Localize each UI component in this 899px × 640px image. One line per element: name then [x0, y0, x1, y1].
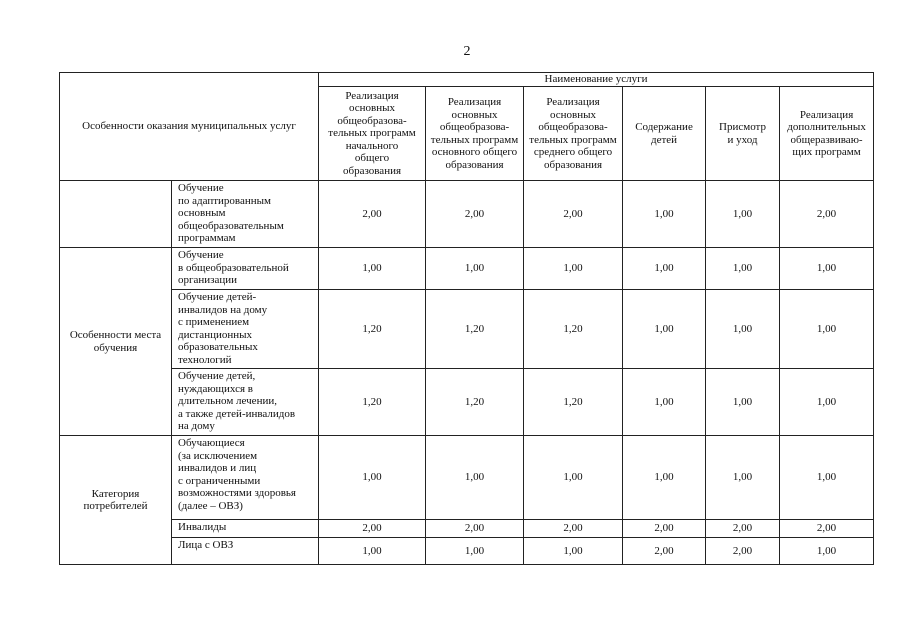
row-label: Обучение детей- инвалидов на дому с применением дистанционных образовательных технологий — [172, 290, 319, 369]
value-cell: 1,00 — [706, 436, 780, 520]
column-header: Содержание детей — [623, 87, 706, 181]
row-label: Обучение в общеобразовательной организации — [172, 248, 319, 290]
value-cell: 2,00 — [623, 538, 706, 565]
value-cell: 1,00 — [319, 538, 426, 565]
empty-group-cell — [60, 181, 172, 248]
row-label: Инвалиды — [172, 520, 319, 538]
value-cell: 1,00 — [623, 290, 706, 369]
value-cell: 2,00 — [780, 520, 874, 538]
value-cell: 2,00 — [426, 520, 524, 538]
value-cell: 1,00 — [426, 436, 524, 520]
table-row — [60, 290, 874, 369]
column-header: Реализация основных общеобразова- тельных программ среднего общего образования — [524, 87, 623, 181]
value-cell: 1,00 — [780, 369, 874, 436]
header-row-1 — [60, 73, 874, 87]
group-consumer-category: Категория потребителей — [60, 436, 172, 565]
row-label: Обучение детей, нуждающихся в длительном лечении, а также детей-инвалидов на дому — [172, 369, 319, 436]
value-cell: 2,00 — [319, 520, 426, 538]
value-cell: 2,00 — [426, 181, 524, 248]
column-header: Реализация основных общеобразова- тельных программ основного общего образования — [426, 87, 524, 181]
column-header: Присмотр и уход — [706, 87, 780, 181]
value-cell: 1,00 — [706, 181, 780, 248]
value-cell: 1,00 — [623, 248, 706, 290]
value-cell: 1,00 — [706, 369, 780, 436]
table-row — [60, 436, 874, 520]
value-cell: 1,00 — [426, 248, 524, 290]
service-header: Наименование услуги — [544, 73, 648, 86]
value-cell: 1,00 — [524, 436, 623, 520]
value-cell: 2,00 — [524, 520, 623, 538]
value-cell: 1,00 — [426, 538, 524, 565]
table-row — [60, 369, 874, 436]
column-header: Реализация дополнительных общеразвиваю- щих программ — [780, 87, 874, 181]
value-cell: 1,00 — [623, 436, 706, 520]
value-cell: 2,00 — [706, 538, 780, 565]
value-cell: 1,00 — [780, 290, 874, 369]
corner-header-cell — [60, 73, 319, 181]
page-number: 2 — [463, 44, 471, 59]
value-cell: 2,00 — [319, 181, 426, 248]
value-cell: 1,20 — [426, 369, 524, 436]
value-cell: 1,00 — [780, 538, 874, 565]
value-cell: 2,00 — [623, 520, 706, 538]
service-header-cell — [319, 73, 874, 87]
table-row — [60, 181, 874, 248]
row-label: Обучающиеся (за исключением инвалидов и лиц с ограниченными возможностями здоровья (далее – ОВЗ) — [172, 436, 319, 520]
corner-header: Особенности оказания муниципальных услуг — [82, 120, 296, 133]
value-cell: 1,00 — [524, 248, 623, 290]
coefficients-table — [59, 72, 874, 565]
value-cell: 1,00 — [319, 436, 426, 520]
value-cell: 1,20 — [524, 290, 623, 369]
group-place-of-study: Особенности места обучения — [60, 248, 172, 436]
value-cell: 1,00 — [319, 248, 426, 290]
value-cell: 2,00 — [524, 181, 623, 248]
value-cell: 1,20 — [426, 290, 524, 369]
value-cell: 1,20 — [319, 369, 426, 436]
value-cell: 1,20 — [319, 290, 426, 369]
row-label: Обучение по адаптированным основным общеобразовательным программам — [172, 181, 319, 248]
value-cell: 1,00 — [780, 436, 874, 520]
value-cell: 1,00 — [780, 248, 874, 290]
row-label: Лица с ОВЗ — [172, 538, 319, 565]
column-header: Реализация основных общеобразова- тельных программ начального общего образования — [319, 87, 426, 181]
value-cell: 2,00 — [706, 520, 780, 538]
value-cell: 1,00 — [706, 248, 780, 290]
table-row — [60, 520, 874, 538]
value-cell: 1,00 — [706, 290, 780, 369]
value-cell: 1,00 — [623, 369, 706, 436]
value-cell: 1,00 — [524, 538, 623, 565]
value-cell: 1,00 — [623, 181, 706, 248]
table-row — [60, 248, 874, 290]
table-row — [60, 538, 874, 565]
value-cell: 1,20 — [524, 369, 623, 436]
value-cell: 2,00 — [780, 181, 874, 248]
